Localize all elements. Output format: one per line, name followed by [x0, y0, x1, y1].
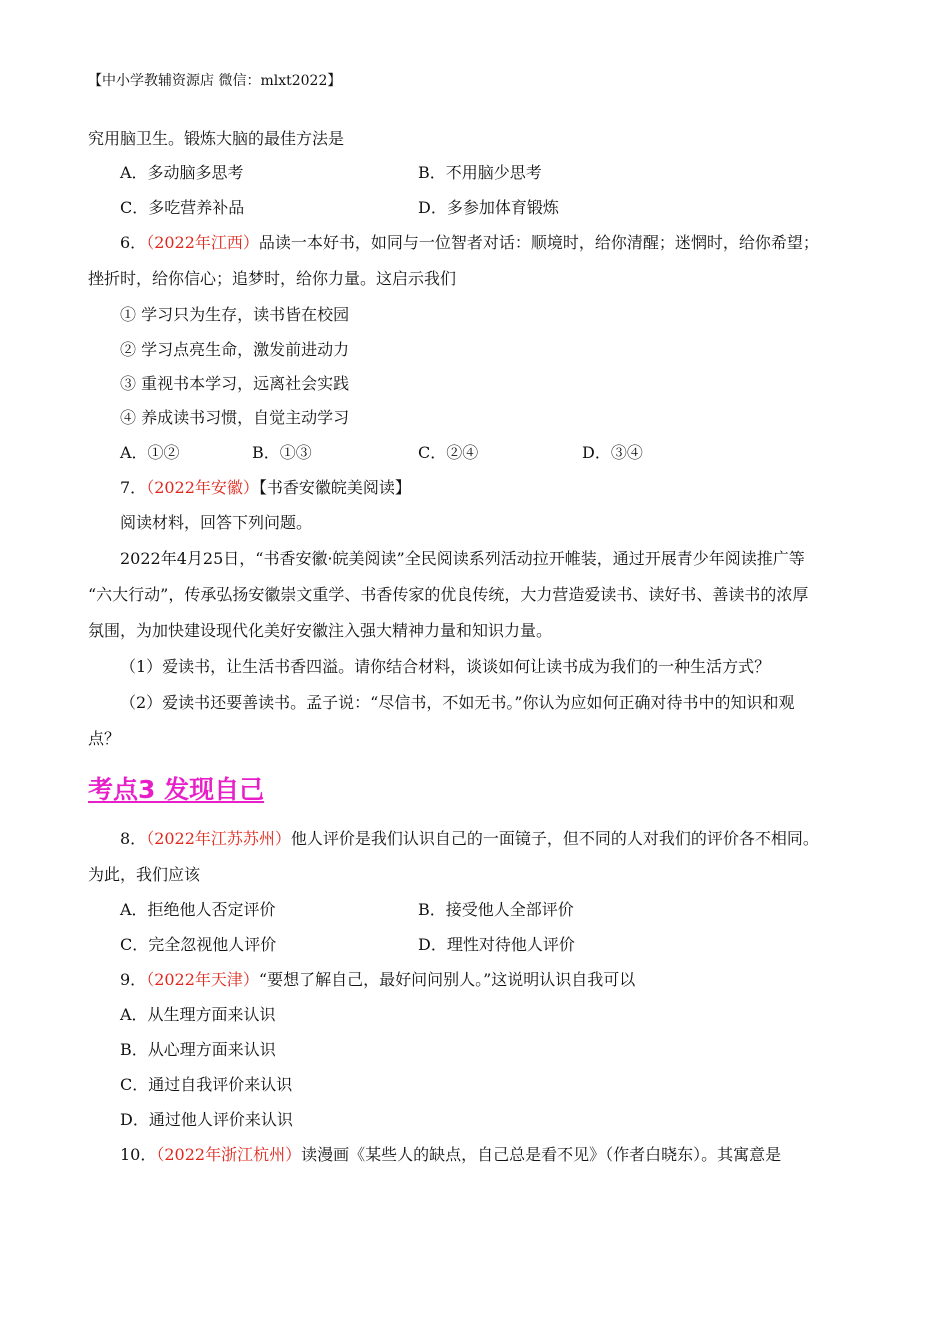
q7-subquestion-2-cont: 点？: [88, 729, 121, 748]
q8-option-c: C．完全忽视他人评价: [120, 935, 277, 954]
q9-stem-text: “要想了解自己，最好问问别人。”这说明认识自我可以: [258, 970, 636, 989]
q5-option-d: D．多参加体育锻炼: [418, 198, 559, 217]
q7-material-line2: “六大行动”，传承弘扬安徽崇文重学、书香传家的优良传统，大力营造爱读书、读好书、善读书的浓厚: [88, 585, 809, 604]
q9-option-d: D．通过他人评价来认识: [120, 1110, 293, 1129]
q5-option-c: C．多吃营养补品: [120, 198, 245, 217]
q6-source: （2022年江西）: [146, 233, 259, 252]
q9-option-b: B．从心理方面来认识: [120, 1040, 276, 1059]
q7-title: 【书香安徽皖美阅读】: [258, 478, 411, 497]
q6-option-c: C．②④: [418, 443, 479, 462]
q8-stem: [120, 828, 819, 850]
q8-option-a: A．拒绝他人否定评价: [120, 900, 276, 919]
q10-stem: [120, 1144, 781, 1166]
q7-source: （2022年安徽）: [146, 478, 259, 497]
q10-source: （2022年浙江杭州）: [156, 1145, 302, 1164]
page-header: 【中小学教辅资源店 微信：mlxt2022】: [88, 73, 342, 89]
q6-statement-4: ④ 养成读书习惯，自觉主动学习: [120, 408, 350, 427]
section-heading: 考点3 发现自己: [88, 775, 265, 804]
q5-stem-continuation: 究用脑卫生。锻炼大脑的最佳方法是: [88, 129, 345, 148]
q8-option-d: D．理性对待他人评价: [418, 935, 575, 954]
q6-number: 6．: [120, 233, 147, 252]
q7-material-line1: 2022年4月25日，“书香安徽·皖美阅读”全民阅读系列活动拉开帷装，通过开展青少年阅读推广等: [120, 549, 805, 568]
q6-statement-1: ① 学习只为生存，读书皆在校园: [120, 305, 350, 324]
q6-option-b: B．①③: [252, 443, 312, 462]
q7-intro: 阅读材料，回答下列问题。: [120, 513, 313, 532]
q10-stem-text: 读漫画《某些人的缺点，自己总是看不见》（作者白晓东）。其寓意是: [301, 1145, 782, 1164]
q7-number: 7．: [120, 478, 147, 497]
q6-stem: [120, 232, 819, 254]
q6-stem-line2: 挫折时，给你信心；追梦时，给你力量。这启示我们: [88, 269, 457, 288]
q9-option-c: C．通过自我评价来认识: [120, 1075, 293, 1094]
q6-option-a: A．①②: [120, 443, 180, 462]
q8-source: （2022年江苏苏州）: [146, 829, 291, 848]
q5-option-b: B．不用脑少思考: [418, 163, 542, 182]
q8-stem-line2: 为此，我们应该: [88, 865, 201, 884]
q6-stem-text: 品读一本好书，如同与一位智者对话：顺境时，给你清醒；迷惘时，给你希望；: [258, 233, 819, 252]
q7-material-line3: 氛围，为加快建设现代化美好安徽注入强大精神力量和知识力量。: [88, 621, 553, 640]
q9-option-a: A．从生理方面来认识: [120, 1005, 276, 1024]
q5-option-a: A．多动脑多思考: [120, 163, 244, 182]
q9-stem: [120, 969, 635, 991]
q6-option-d: D．③④: [582, 443, 643, 462]
q10-number: 10．: [120, 1145, 157, 1164]
q7-stem: [120, 477, 411, 499]
q8-option-b: B．接受他人全部评价: [418, 900, 574, 919]
q7-subquestion-1: （1）爱读书，让生活书香四溢。请你结合材料，谈谈如何让读书成为我们的一种生活方式？: [120, 657, 771, 676]
q8-number: 8．: [120, 829, 147, 848]
q6-statement-2: ② 学习点亮生命，激发前进动力: [120, 340, 350, 359]
q8-stem-text: 他人评价是我们认识自己的一面镜子，但不同的人对我们的评价各不相同。: [290, 829, 819, 848]
q9-number: 9．: [120, 970, 147, 989]
q7-subquestion-2: （2）爱读书还要善读书。孟子说：“尽信书，不如无书。”你认为应如何正确对待书中的知识和观: [120, 693, 795, 712]
q6-statement-3: ③ 重视书本学习，远离社会实践: [120, 374, 350, 393]
q9-source: （2022年天津）: [146, 970, 259, 989]
